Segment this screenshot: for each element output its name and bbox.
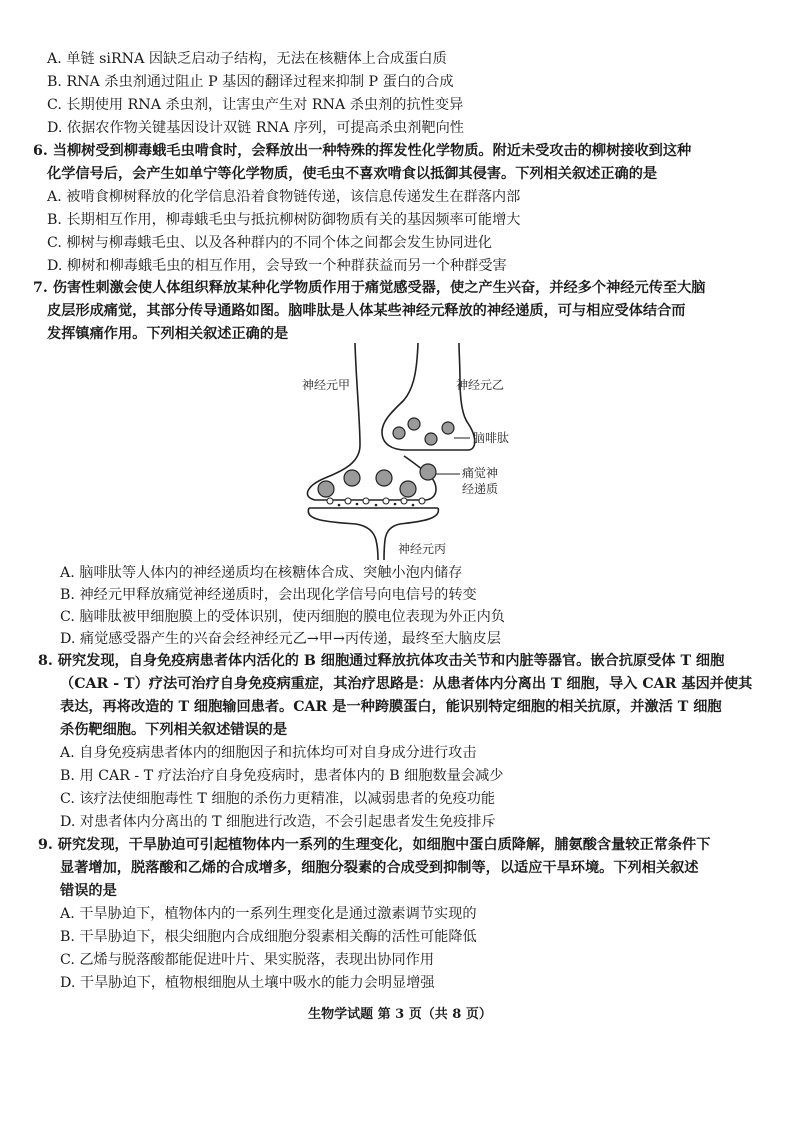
q8-option-b: B. 用 CAR - T 疗法治疗自身免疫病时，患者体内的 B 细胞数量会减少	[60, 768, 504, 784]
q7-option-a: A. 脑啡肽等人体内的神经递质均在核糖体合成、突触小泡内储存	[60, 565, 463, 581]
neurotransmitter-vesicle	[420, 464, 436, 480]
q8-option-c: C. 该疗法使细胞毒性 T 细胞的杀伤力更精准，以减弱患者的免疫功能	[60, 791, 496, 807]
neurotransmitter-vesicle	[318, 481, 334, 497]
enkephalin-vesicle	[393, 427, 405, 439]
label-neurotransmitter-2: 经递质	[462, 482, 499, 496]
q8-stem-line-3: 表达，再将改造的 T 细胞输回患者。CAR 是一种跨膜蛋白，能识别特定细胞的相关抗原，并激活 T 细胞	[60, 699, 722, 715]
label-neuron-b: 神经元乙	[456, 378, 505, 392]
q8-stem-line-1: 8. 研究发现，自身免疫病患者体内活化的 B 细胞通过释放抗体攻击关节和内脏等器官。嵌合抗原受体 T 细胞	[38, 653, 725, 669]
q9-option-a: A. 干旱胁迫下，植物体内的一系列生理变化是通过激素调节实现的	[60, 906, 477, 922]
q5-option-b: B. RNA 杀虫剂通过阻止 P 基因的翻译过程来抑制 P 蛋白的合成	[47, 74, 454, 90]
q7-stem-line-1: 7. 伤害性刺激会使人体组织释放某种化学物质作用于痛觉感受器，使之产生兴奋，并经多个神经元传至大脑	[33, 280, 706, 296]
label-neuron-a: 神经元甲	[302, 378, 351, 392]
q9-option-b: B. 干旱胁迫下，根尖细胞内合成细胞分裂素相关酶的活性可能降低	[60, 929, 477, 945]
label-enkephalin: 脑啡肽	[473, 431, 510, 445]
q8-option-d: D. 对患者体内分离出的 T 细胞进行改造，不会引起患者发生免疫排斥	[60, 814, 496, 830]
q9-stem-line-3: 错误的是	[60, 883, 117, 899]
q8-stem-line-4: 杀伤靶细胞。下列相关叙述错误的是	[60, 722, 288, 738]
enkephalin-vesicle	[425, 433, 437, 445]
q9-option-c: C. 乙烯与脱落酸都能促进叶片、果实脱落，表现出协同作用	[60, 952, 435, 968]
q9-stem-line-1: 9. 研究发现，干旱胁迫可引起植物体内一系列的生理变化，如细胞中蛋白质降解，脯氨酸含量较正常条件下	[38, 837, 711, 853]
q6-option-c: C. 柳树与柳毒蛾毛虫、以及各种群内的不同个体之间都会发生协同进化	[47, 235, 492, 251]
q7-option-b: B. 神经元甲释放痛觉神经递质时，会出现化学信号向电信号的转变	[60, 587, 477, 603]
neurotransmitter-vesicle	[376, 470, 392, 486]
q5-option-d: D. 依据农作物关键基因设计双链 RNA 序列，可提高杀虫剂靶向性	[47, 120, 464, 136]
q6-option-a: A. 被啃食柳树释放的化学信息沿着食物链传递，该信息传递发生在群落内部	[47, 189, 521, 205]
q7-stem-line-2: 皮层形成痛觉，其部分传导通路如图。脑啡肽是人体某些神经元释放的神经递质，可与相应受体结合而	[47, 303, 686, 319]
q7-stem-line-3: 发挥镇痛作用。下列相关叙述正确的是	[47, 326, 289, 342]
page-footer: 生物学试题 第 3 页（共 8 页）	[308, 1007, 492, 1022]
q8-stem-line-2: （CAR - T）疗法可治疗自身免疫病重症，其治疗思路是：从患者体内分离出 T 细胞，导入 CAR 基因并使其	[60, 676, 753, 692]
q9-stem-line-2: 显著增加，脱落酸和乙烯的合成增多，细胞分裂素的合成受到抑制等，以适应干旱环境。下列相关叙述	[60, 860, 699, 876]
neurotransmitter-vesicle	[344, 470, 360, 486]
label-neurotransmitter-1: 痛觉神	[462, 466, 499, 480]
q6-stem-line-1: 6. 当柳树受到柳毒蛾毛虫啃食时，会释放出一种特殊的挥发性化学物质。附近未受攻击的柳树接收到这种	[33, 143, 692, 159]
neuron-c-outline	[308, 508, 378, 560]
q7-option-d: D. 痛觉感受器产生的兴奋会经神经元乙→甲→丙传递，最终至大脑皮层	[60, 631, 501, 647]
q6-option-b: B. 长期相互作用，柳毒蛾毛虫与抵抗柳树防御物质有关的基因频率可能增大	[47, 212, 521, 228]
enkephalin-vesicle	[442, 422, 454, 434]
enkephalin-vesicle	[408, 418, 420, 430]
q7-option-c: C. 脑啡肽被甲细胞膜上的受体识别，使丙细胞的膜电位表现为外正内负	[60, 609, 505, 625]
q6-stem-line-2: 化学信号后，会产生如单宁等化学物质，使毛虫不喜欢啃食以抵御其侵害。下列相关叙述正确的是	[47, 166, 658, 182]
q9-option-d: D. 干旱胁迫下，植物根细胞从土壤中吸水的能力会明显增强	[60, 975, 435, 991]
q5-option-a: A. 单链 siRNA 因缺乏启动子结构，无法在核糖体上合成蛋白质	[47, 51, 447, 67]
q8-option-a: A. 自身免疫病患者体内的细胞因子和抗体均可对自身成分进行攻击	[60, 745, 477, 761]
label-neuron-c: 神经元丙	[398, 542, 447, 556]
synapse-diagram	[290, 340, 530, 560]
neurotransmitter-vesicle	[400, 481, 416, 497]
q5-option-c: C. 长期使用 RNA 杀虫剂，让害虫产生对 RNA 杀虫剂的抗性变异	[47, 97, 464, 113]
q6-option-d: D. 柳树和柳毒蛾毛虫的相互作用，会导致一个种群获益而另一个种群受害	[47, 258, 507, 274]
